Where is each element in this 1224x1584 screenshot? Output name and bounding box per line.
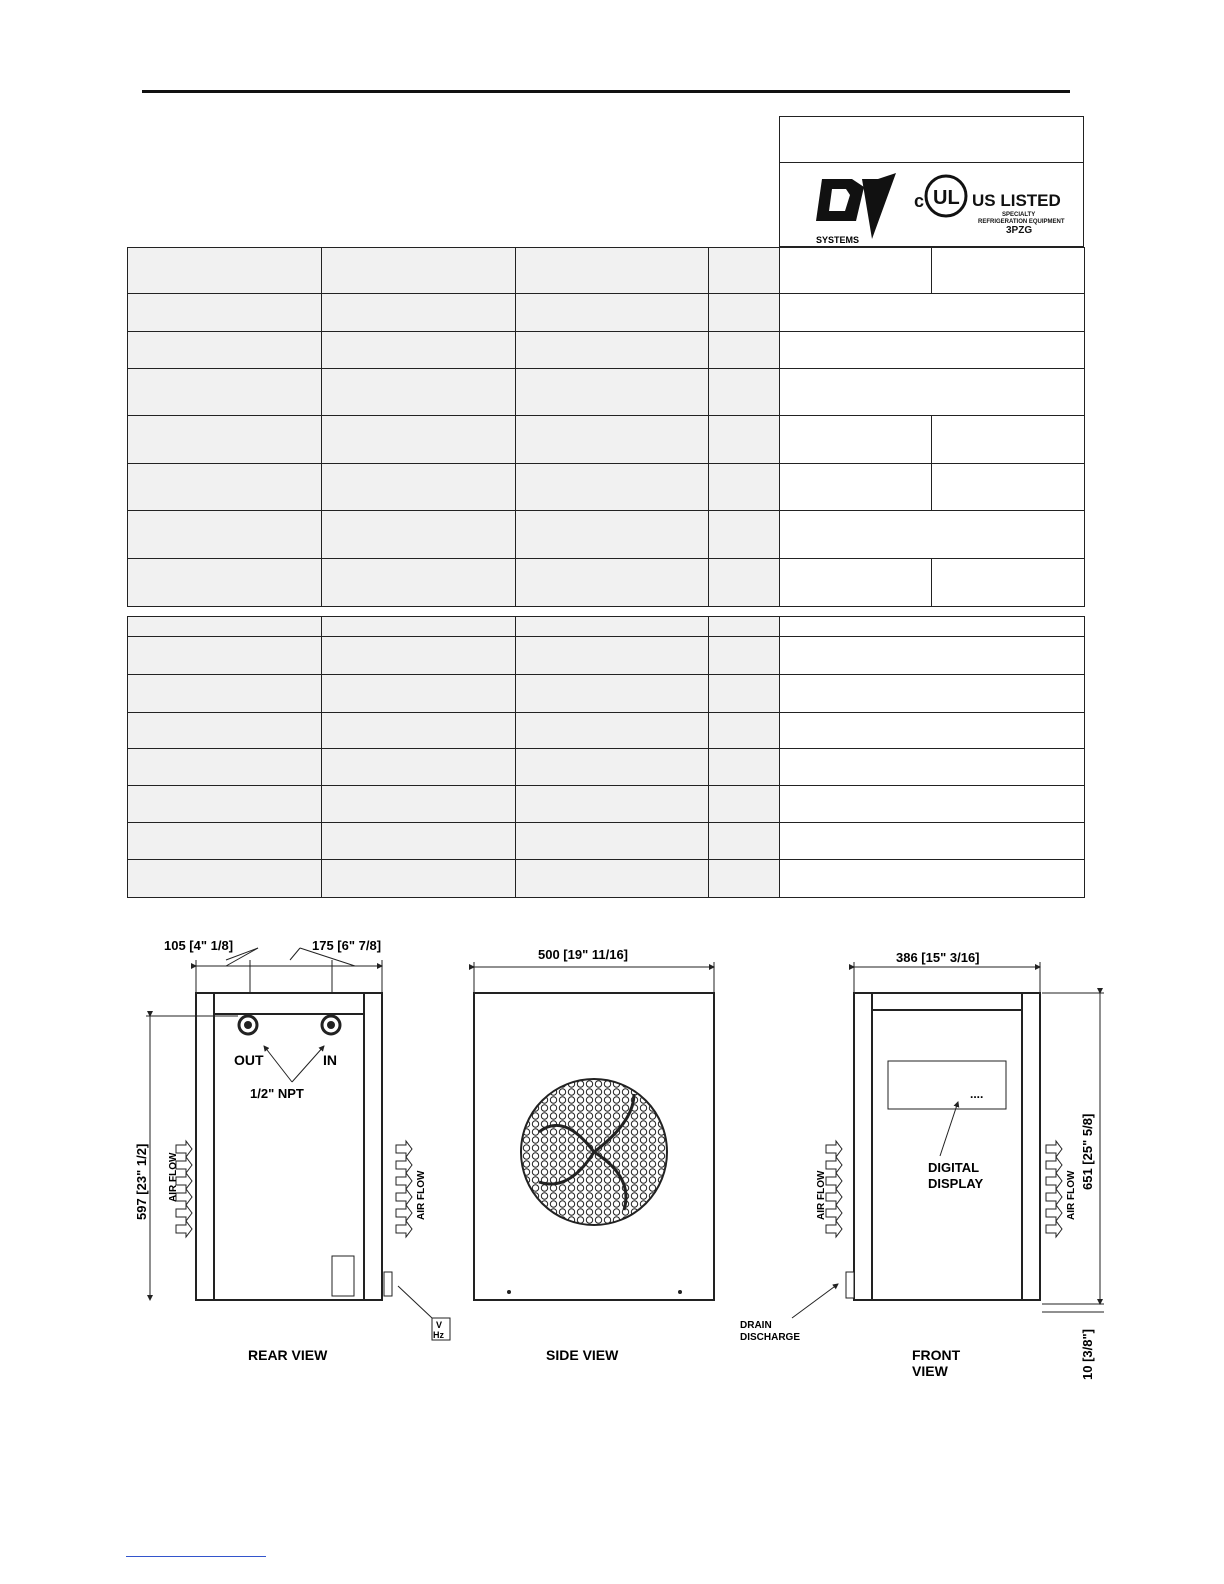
ul-equipment-text: REFRIGERATION EQUIPMENT <box>978 219 1065 225</box>
table-row <box>128 294 1085 332</box>
front-left-frame <box>854 993 872 1300</box>
table-row <box>128 332 1085 369</box>
table-row <box>128 369 1085 416</box>
rear-airflow-arrows-right <box>396 1141 412 1237</box>
ul-specialty-text: SPECIALTY <box>1002 212 1036 218</box>
side-screw <box>678 1290 682 1294</box>
front-airflow-label-left: AIR FLOW <box>816 1170 827 1220</box>
npt-label: 1/2" NPT <box>250 1086 304 1101</box>
out-port-label: OUT <box>234 1052 264 1068</box>
svg-text:SYSTEMS: SYSTEMS <box>816 235 860 245</box>
spec-table-main <box>127 247 1085 607</box>
table-row <box>128 559 1085 607</box>
digital-display-panel <box>888 1061 1006 1109</box>
table-row <box>128 712 1085 748</box>
rear-nameplate <box>332 1256 354 1296</box>
drain-fitting <box>846 1272 854 1298</box>
ul-logo <box>924 172 968 220</box>
side-view-label: SIDE VIEW <box>546 1347 619 1363</box>
header-rule <box>142 90 1070 93</box>
rear-height-label: 597 [23" 1/2] <box>134 1143 149 1220</box>
table-row <box>128 416 1085 464</box>
table-row <box>128 675 1085 712</box>
table-row <box>128 617 1085 637</box>
hz-label: Hz <box>433 1330 444 1340</box>
svg-text:UL: UL <box>933 187 960 209</box>
ul-c-mark: c <box>914 191 925 211</box>
side-view <box>474 947 714 1363</box>
side-screw <box>507 1290 511 1294</box>
power-inlet <box>384 1272 392 1296</box>
front-view-label-2: VIEW <box>912 1363 948 1379</box>
spec-table-secondary <box>127 616 1085 898</box>
rear-dim-right-label: 175 [6" 7/8] <box>312 938 382 953</box>
rear-airflow-label-right: AIR FLOW <box>416 1170 427 1220</box>
rear-view-label: REAR VIEW <box>248 1347 328 1363</box>
front-height-label: 651 [25" 5/8] <box>1080 1113 1095 1190</box>
digital-display-label-1: DIGITAL <box>928 1160 980 1175</box>
drain-label-2: DISCHARGE <box>740 1332 801 1343</box>
rear-cabinet <box>196 993 382 1300</box>
front-right-frame <box>1022 993 1040 1300</box>
volt-label: V <box>436 1320 443 1330</box>
side-width-label: 500 [19" 11/16] <box>538 947 629 962</box>
power-leader-line <box>398 1286 432 1318</box>
drain-leader-line <box>792 1284 838 1318</box>
footer-link-underline <box>126 1556 266 1557</box>
front-cabinet <box>854 993 1040 1300</box>
rear-left-frame <box>196 993 214 1300</box>
display-readout: .... <box>970 1087 984 1101</box>
ul-listed-text: US LISTED <box>972 191 1061 210</box>
table-row <box>128 786 1085 823</box>
front-airflow-arrows-right <box>1046 1141 1062 1237</box>
table-row <box>128 248 1085 294</box>
certification-box <box>779 116 1084 247</box>
in-port-fitting <box>327 1021 335 1029</box>
rear-dim-left-label: 105 [4" 1/8] <box>164 938 234 953</box>
table-row <box>128 511 1085 559</box>
table-row <box>128 748 1085 785</box>
rear-right-frame <box>364 993 382 1300</box>
dimension-drawing <box>0 920 1224 1390</box>
dv-systems-logo <box>812 169 902 247</box>
front-view <box>740 950 1104 1380</box>
in-port-label: IN <box>323 1052 337 1068</box>
rear-view <box>134 938 450 1363</box>
front-width-label: 386 [15" 3/16] <box>896 950 980 965</box>
table-row <box>128 859 1085 897</box>
table-row <box>128 637 1085 675</box>
front-view-label-1: FRONT <box>912 1347 961 1363</box>
front-airflow-label-right: AIR FLOW <box>1066 1170 1077 1220</box>
front-foot-label: 10 [3/8"] <box>1080 1329 1095 1380</box>
drain-label-1: DRAIN <box>740 1320 772 1331</box>
out-port-fitting <box>244 1021 252 1029</box>
rear-leader-line <box>290 948 300 960</box>
rear-airflow-label-left: AIR FLOW <box>168 1152 179 1202</box>
ul-code-text: 3PZG <box>1006 225 1033 236</box>
front-airflow-arrows-left <box>826 1141 842 1237</box>
table-row <box>128 823 1085 859</box>
digital-display-label-2: DISPLAY <box>928 1176 984 1191</box>
table-row <box>128 464 1085 511</box>
certification-divider <box>780 162 1083 163</box>
